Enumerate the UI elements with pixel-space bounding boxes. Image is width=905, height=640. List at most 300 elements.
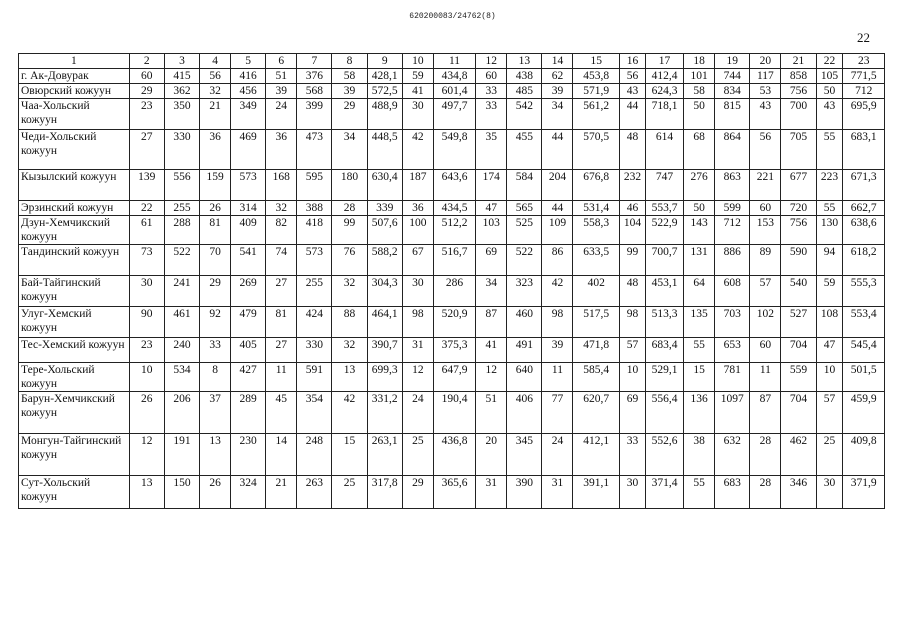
value-cell: 88 [332,307,367,338]
value-cell: 86 [542,245,573,276]
value-cell: 153 [750,216,781,245]
value-cell: 33 [476,99,507,130]
value-cell: 276 [684,170,715,201]
value-cell: 14 [266,434,297,476]
value-cell: 638,6 [843,216,885,245]
value-cell: 28 [750,476,781,509]
value-cell: 409,8 [843,434,885,476]
value-cell: 350 [164,99,199,130]
value-cell: 60 [129,69,164,84]
value-cell: 595 [297,170,332,201]
value-cell: 56 [750,130,781,170]
value-cell: 555,3 [843,276,885,307]
value-cell: 712 [843,84,885,99]
value-cell: 87 [750,392,781,434]
value-cell: 24 [266,99,297,130]
value-cell: 858 [781,69,816,84]
value-cell: 26 [129,392,164,434]
district-name-cell: Кызылский кожуун [19,170,130,201]
value-cell: 540 [781,276,816,307]
value-cell: 286 [433,276,475,307]
value-cell: 39 [542,338,573,363]
table-row [19,216,885,245]
value-cell: 51 [266,69,297,84]
value-cell: 323 [507,276,542,307]
value-cell: 33 [200,338,231,363]
value-cell: 62 [542,69,573,84]
value-cell: 485 [507,84,542,99]
value-cell: 522 [164,245,199,276]
table-row [19,99,885,130]
value-cell: 705 [781,130,816,170]
value-cell: 241 [164,276,199,307]
table-row [19,338,885,363]
value-cell: 390,7 [367,338,402,363]
column-header: 12 [476,54,507,69]
value-cell: 676,8 [573,170,620,201]
value-cell: 42 [402,130,433,170]
value-cell: 39 [266,84,297,99]
value-cell: 720 [781,201,816,216]
value-cell: 479 [231,307,266,338]
value-cell: 60 [750,338,781,363]
value-cell: 41 [402,84,433,99]
value-cell: 288 [164,216,199,245]
value-cell: 57 [620,338,646,363]
value-cell: 109 [542,216,573,245]
value-cell: 39 [542,84,573,99]
value-cell: 34 [332,130,367,170]
value-cell: 204 [542,170,573,201]
value-cell: 517,5 [573,307,620,338]
value-cell: 436,8 [433,434,475,476]
value-cell: 37 [200,392,231,434]
value-cell: 552,6 [645,434,683,476]
value-cell: 703 [715,307,750,338]
value-cell: 104 [620,216,646,245]
value-cell: 704 [781,338,816,363]
value-cell: 47 [476,201,507,216]
district-name-cell: Улуг-Хемский кожуун [19,307,130,338]
value-cell: 556 [164,170,199,201]
value-cell: 565 [507,201,542,216]
value-cell: 416 [231,69,266,84]
value-cell: 53 [750,84,781,99]
value-cell: 43 [620,84,646,99]
value-cell: 263 [297,476,332,509]
value-cell: 756 [781,84,816,99]
value-cell: 73 [129,245,164,276]
value-cell: 677 [781,170,816,201]
value-cell: 36 [402,201,433,216]
value-cell: 529,1 [645,363,683,392]
district-name-cell: г. Ак-Довурак [19,69,130,84]
value-cell: 1097 [715,392,750,434]
value-cell: 29 [402,476,433,509]
value-cell: 471,8 [573,338,620,363]
value-cell: 58 [684,84,715,99]
value-cell: 525 [507,216,542,245]
value-cell: 57 [816,392,843,434]
value-cell: 11 [542,363,573,392]
value-cell: 74 [266,245,297,276]
value-cell: 683 [715,476,750,509]
value-cell: 56 [620,69,646,84]
value-cell: 23 [129,338,164,363]
column-header: 1 [19,54,130,69]
value-cell: 331,2 [367,392,402,434]
value-cell: 588,2 [367,245,402,276]
district-name-cell: Дзун-Хемчикский кожуун [19,216,130,245]
value-cell: 317,8 [367,476,402,509]
column-header: 8 [332,54,367,69]
value-cell: 27 [266,338,297,363]
value-cell: 571,9 [573,84,620,99]
value-cell: 13 [200,434,231,476]
value-cell: 683,4 [645,338,683,363]
value-cell: 174 [476,170,507,201]
value-cell: 269 [231,276,266,307]
table-row [19,307,885,338]
value-cell: 699,3 [367,363,402,392]
column-header: 6 [266,54,297,69]
value-cell: 139 [129,170,164,201]
table-row [19,84,885,99]
value-cell: 473 [297,130,332,170]
value-cell: 683,1 [843,130,885,170]
table-row [19,201,885,216]
value-cell: 671,3 [843,170,885,201]
value-cell: 94 [816,245,843,276]
value-cell: 863 [715,170,750,201]
value-cell: 191 [164,434,199,476]
value-cell: 135 [684,307,715,338]
column-header: 19 [715,54,750,69]
value-cell: 459,9 [843,392,885,434]
value-cell: 42 [332,392,367,434]
value-cell: 453,1 [645,276,683,307]
column-header: 10 [402,54,433,69]
value-cell: 87 [476,307,507,338]
value-cell: 418 [297,216,332,245]
value-cell: 61 [129,216,164,245]
value-cell: 136 [684,392,715,434]
value-cell: 32 [200,84,231,99]
value-cell: 388 [297,201,332,216]
value-cell: 591 [297,363,332,392]
value-cell: 531,4 [573,201,620,216]
value-cell: 70 [200,245,231,276]
value-cell: 50 [684,201,715,216]
value-cell: 28 [332,201,367,216]
value-cell: 15 [332,434,367,476]
value-cell: 55 [684,338,715,363]
value-cell: 21 [266,476,297,509]
district-name-cell: Тере-Хольский кожуун [19,363,130,392]
column-header: 16 [620,54,646,69]
value-cell: 744 [715,69,750,84]
district-name-cell: Бай-Тайгинский кожуун [19,276,130,307]
value-cell: 632 [715,434,750,476]
value-cell: 599 [715,201,750,216]
value-cell: 718,1 [645,99,683,130]
value-cell: 304,3 [367,276,402,307]
value-cell: 50 [816,84,843,99]
value-cell: 81 [266,307,297,338]
value-cell: 371,9 [843,476,885,509]
value-cell: 345 [507,434,542,476]
value-cell: 497,7 [433,99,475,130]
value-cell: 30 [402,276,433,307]
value-cell: 13 [332,363,367,392]
value-cell: 43 [816,99,843,130]
value-cell: 30 [402,99,433,130]
column-header: 14 [542,54,573,69]
value-cell: 568 [297,84,332,99]
value-cell: 460 [507,307,542,338]
value-cell: 488,9 [367,99,402,130]
value-cell: 36 [266,130,297,170]
value-cell: 590 [781,245,816,276]
district-name-cell: Эрзинский кожуун [19,201,130,216]
value-cell: 464,1 [367,307,402,338]
value-cell: 180 [332,170,367,201]
value-cell: 412,4 [645,69,683,84]
value-cell: 102 [750,307,781,338]
table-row [19,392,885,434]
value-cell: 520,9 [433,307,475,338]
value-cell: 15 [684,363,715,392]
value-cell: 159 [200,170,231,201]
value-cell: 51 [476,392,507,434]
value-cell: 712 [715,216,750,245]
value-cell: 47 [816,338,843,363]
value-cell: 59 [402,69,433,84]
value-cell: 362 [164,84,199,99]
value-cell: 117 [750,69,781,84]
column-header: 13 [507,54,542,69]
value-cell: 614 [645,130,683,170]
value-cell: 448,5 [367,130,402,170]
value-cell: 700 [781,99,816,130]
table-row [19,69,885,84]
value-cell: 542 [507,99,542,130]
value-cell: 13 [129,476,164,509]
value-cell: 10 [816,363,843,392]
value-cell: 330 [164,130,199,170]
value-cell: 585,4 [573,363,620,392]
value-cell: 522 [507,245,542,276]
value-cell: 534 [164,363,199,392]
value-cell: 255 [164,201,199,216]
value-cell: 561,2 [573,99,620,130]
table-body [19,69,885,509]
value-cell: 375,3 [433,338,475,363]
value-cell: 150 [164,476,199,509]
value-cell: 255 [297,276,332,307]
value-cell: 30 [620,476,646,509]
value-cell: 412,1 [573,434,620,476]
district-name-cell: Тес-Хемский кожуун [19,338,130,363]
value-cell: 695,9 [843,99,885,130]
value-cell: 409 [231,216,266,245]
value-cell: 289 [231,392,266,434]
value-cell: 620,7 [573,392,620,434]
value-cell: 81 [200,216,231,245]
value-cell: 643,6 [433,170,475,201]
value-cell: 507,6 [367,216,402,245]
value-cell: 100 [402,216,433,245]
value-cell: 98 [620,307,646,338]
district-name-cell: Барун-Хемчикский кожуун [19,392,130,434]
document-code: 620200083/24762(8) [409,12,496,21]
table-row [19,363,885,392]
value-cell: 10 [129,363,164,392]
district-name-cell: Монгун-Тайгинский кожуун [19,434,130,476]
value-cell: 512,2 [433,216,475,245]
value-cell: 56 [200,69,231,84]
value-cell: 434,5 [433,201,475,216]
column-header: 17 [645,54,683,69]
value-cell: 549,8 [433,130,475,170]
value-cell: 55 [816,201,843,216]
value-cell: 647,9 [433,363,475,392]
value-cell: 33 [620,434,646,476]
value-cell: 22 [129,201,164,216]
value-cell: 34 [476,276,507,307]
value-cell: 31 [476,476,507,509]
district-name-cell: Чеди-Хольский кожуун [19,130,130,170]
value-cell: 501,5 [843,363,885,392]
value-cell: 77 [542,392,573,434]
value-cell: 541 [231,245,266,276]
value-cell: 44 [542,130,573,170]
value-cell: 68 [684,130,715,170]
value-cell: 89 [750,245,781,276]
value-cell: 59 [816,276,843,307]
value-cell: 601,4 [433,84,475,99]
value-cell: 399 [297,99,332,130]
value-cell: 424 [297,307,332,338]
value-cell: 36 [200,130,231,170]
value-cell: 428,1 [367,69,402,84]
value-cell: 618,2 [843,245,885,276]
value-cell: 48 [620,130,646,170]
value-cell: 60 [476,69,507,84]
value-cell: 864 [715,130,750,170]
value-cell: 405 [231,338,266,363]
value-cell: 103 [476,216,507,245]
value-cell: 27 [266,276,297,307]
value-cell: 223 [816,170,843,201]
value-cell: 98 [542,307,573,338]
value-cell: 522,9 [645,216,683,245]
value-cell: 41 [476,338,507,363]
value-cell: 756 [781,216,816,245]
value-cell: 26 [200,201,231,216]
value-cell: 27 [129,130,164,170]
value-cell: 230 [231,434,266,476]
value-cell: 44 [542,201,573,216]
value-cell: 55 [684,476,715,509]
value-cell: 32 [332,276,367,307]
value-cell: 90 [129,307,164,338]
value-cell: 456 [231,84,266,99]
table-row [19,170,885,201]
value-cell: 834 [715,84,750,99]
header-row [19,54,885,69]
value-cell: 31 [542,476,573,509]
value-cell: 354 [297,392,332,434]
value-cell: 29 [129,84,164,99]
value-cell: 572,5 [367,84,402,99]
column-header: 15 [573,54,620,69]
column-header: 2 [129,54,164,69]
value-cell: 434,8 [433,69,475,84]
value-cell: 131 [684,245,715,276]
value-cell: 415 [164,69,199,84]
value-cell: 263,1 [367,434,402,476]
value-cell: 662,7 [843,201,885,216]
value-cell: 30 [129,276,164,307]
value-cell: 633,5 [573,245,620,276]
value-cell: 69 [476,245,507,276]
value-cell: 92 [200,307,231,338]
value-cell: 339 [367,201,402,216]
value-cell: 29 [332,99,367,130]
value-cell: 98 [402,307,433,338]
value-cell: 240 [164,338,199,363]
value-cell: 58 [332,69,367,84]
value-cell: 12 [476,363,507,392]
value-cell: 55 [816,130,843,170]
value-cell: 44 [620,99,646,130]
value-cell: 324 [231,476,266,509]
value-cell: 23 [129,99,164,130]
value-cell: 26 [200,476,231,509]
column-header: 7 [297,54,332,69]
value-cell: 48 [620,276,646,307]
value-cell: 64 [684,276,715,307]
column-header: 4 [200,54,231,69]
column-header: 21 [781,54,816,69]
table-row [19,276,885,307]
value-cell: 438 [507,69,542,84]
value-cell: 42 [542,276,573,307]
value-cell: 815 [715,99,750,130]
value-cell: 314 [231,201,266,216]
value-cell: 371,4 [645,476,683,509]
value-cell: 781 [715,363,750,392]
value-cell: 11 [750,363,781,392]
value-cell: 573 [231,170,266,201]
table-row [19,245,885,276]
value-cell: 206 [164,392,199,434]
value-cell: 130 [816,216,843,245]
value-cell: 50 [684,99,715,130]
column-header: 3 [164,54,199,69]
value-cell: 82 [266,216,297,245]
value-cell: 513,3 [645,307,683,338]
value-cell: 39 [332,84,367,99]
value-cell: 491 [507,338,542,363]
value-cell: 455 [507,130,542,170]
value-cell: 108 [816,307,843,338]
table-row [19,434,885,476]
value-cell: 28 [750,434,781,476]
value-cell: 584 [507,170,542,201]
value-cell: 29 [200,276,231,307]
